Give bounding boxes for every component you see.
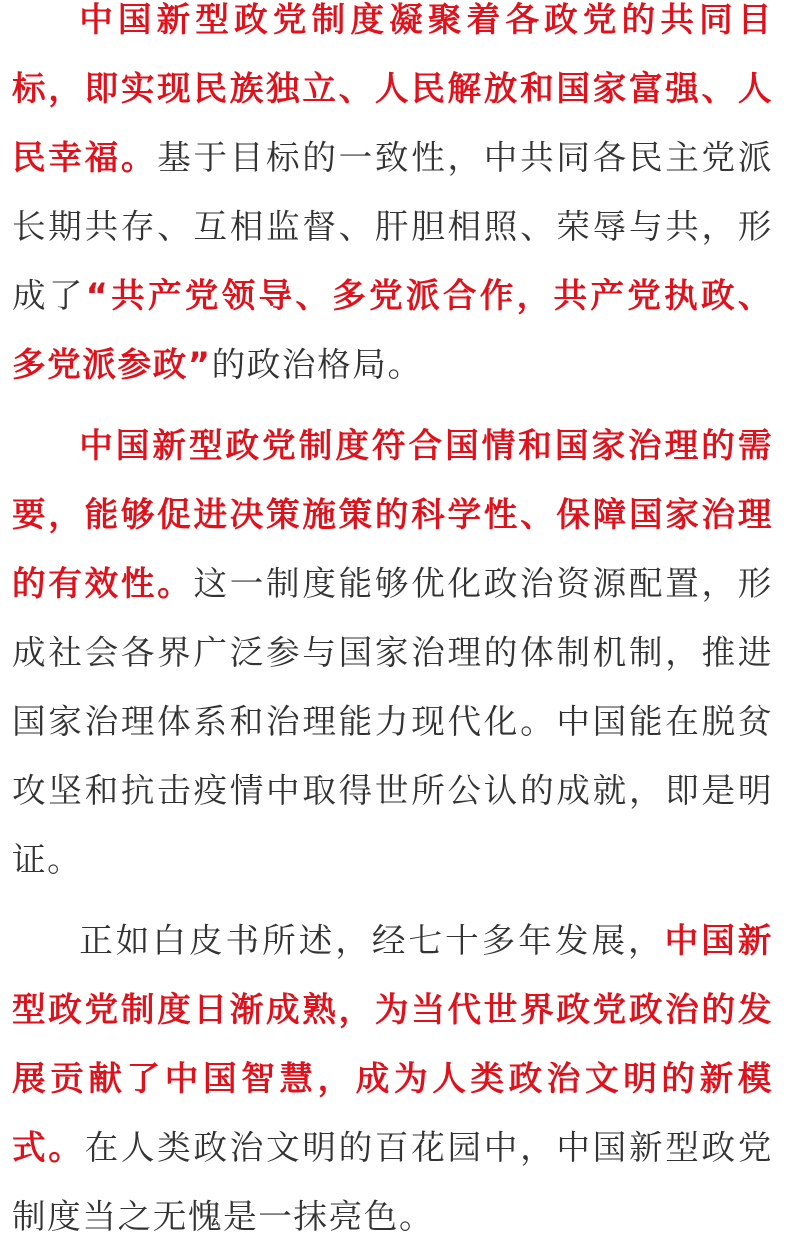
highlight-text: 中国新型政党制度符合国情和国家治理的需要，能够促进决策施策的科学性、保障国家治理的有效性。 — [12, 426, 773, 603]
highlight-text: “共产党领导、多党派合作，共产党执政、多党派参政” — [12, 276, 773, 384]
paragraph-2 — [12, 411, 773, 894]
paragraph-3 — [12, 906, 773, 1251]
body-text: 基于目标的一致性，中共同各民主党派长期共存、互相监督、肝胆相照、荣辱与共，形成了 — [12, 138, 774, 315]
highlight-text: 中国新型政党制度日渐成熟，为当代世界政党政治的发展贡献了中国智慧，成为人类政治文明的新模式。 — [12, 921, 773, 1167]
body-text: 这一制度能够优化政治资源配置，形成社会各界广泛参与国家治理的体制机制，推进国家治理体系和治理能力现代化。中国能在脱贫攻坚和抗击疫情中取得世所公认的成就，即是明证。 — [12, 564, 773, 879]
body-text: 的政治格局。 — [211, 345, 423, 384]
highlight-text: 中国新型政党制度凝聚着各政党的共同目标，即实现民族独立、人民解放和国家富强、人民幸福。 — [12, 0, 773, 177]
paragraph-1 — [12, 0, 773, 399]
body-text: 正如白皮书所述，经七十多年发展， — [79, 921, 665, 960]
body-text: 在人类政治文明的百花园中，中国新型政党制度当之无愧是一抹亮色。 — [12, 1128, 774, 1236]
